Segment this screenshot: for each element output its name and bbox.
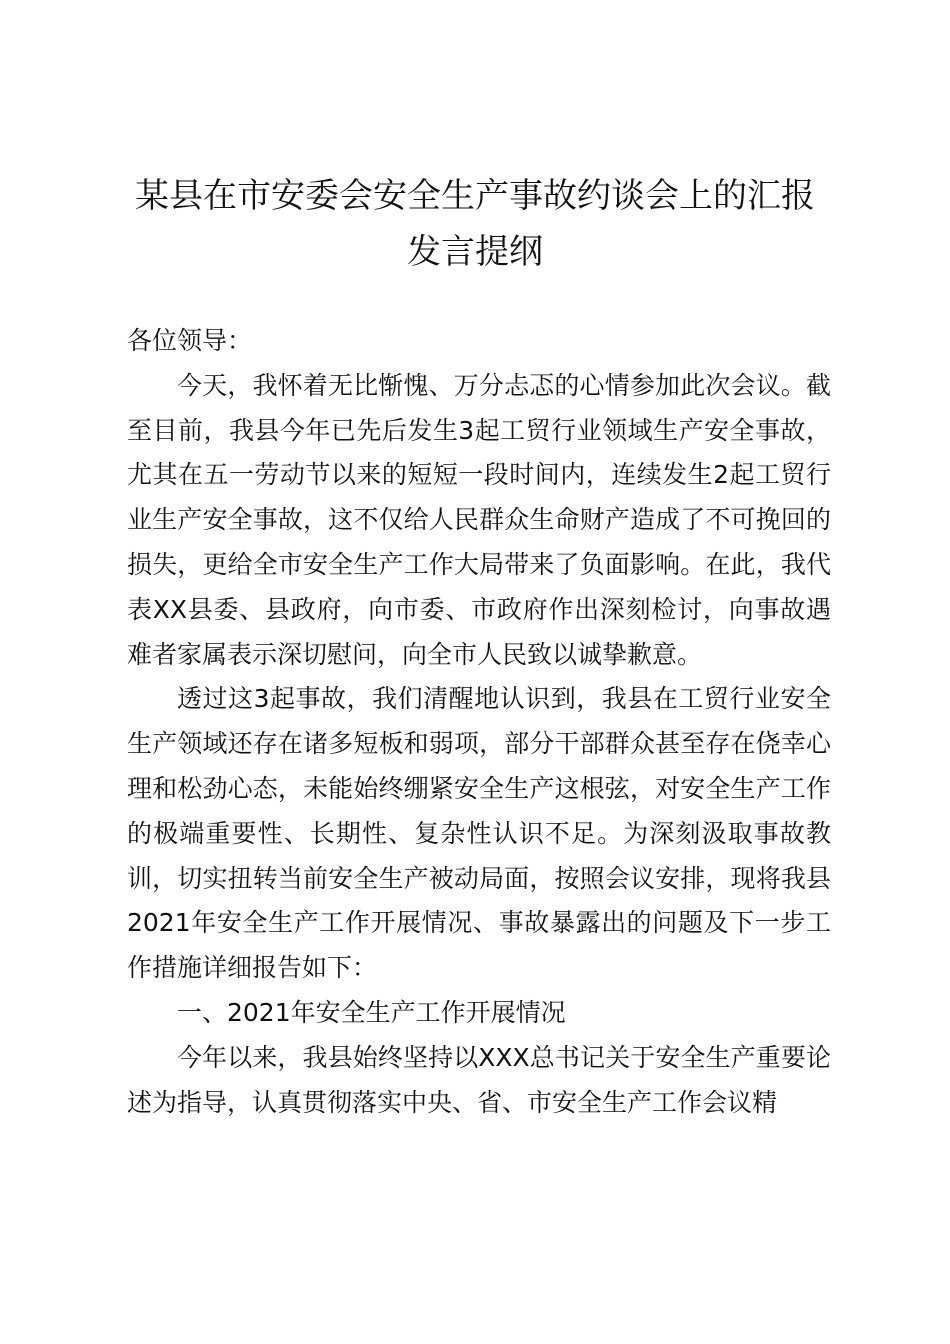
paragraph-opening: 今天，我怀着无比惭愧、万分忐忑的心情参加此次会议。截至目前，我县今年已先后发生3起工贸行业领域生产安全事故，尤其在五一劳动节以来的短短一段时间内，连续发生2起工贸行业生产安全事故，这不仅给人民群众生命财产造成了不可挽回的损失，更给全市安全生产工作大局带来了负面影响。在此，我代表XX县委、县政府，向市委、市政府作出深刻检讨，向事故遇难者家属表示深切慰问，向全市人民致以诚挚歉意。 [127, 370, 831, 669]
salutation: 各位领导： [127, 326, 253, 355]
document-title [110, 168, 840, 280]
document-body [127, 319, 831, 1125]
section-heading-1: 一、2021年安全生产工作开展情况 [177, 997, 566, 1027]
paragraph-section-1: 今年以来，我县始终坚持以XXX总书记关于安全生产重要论述为指导，认真贯彻落实中央、省、市安全生产工作会议精 [127, 1042, 831, 1117]
title-line-2: 发言提纲 [407, 232, 543, 272]
paragraph-reflection: 透过这3起事故，我们清醒地认识到，我县在工贸行业安全生产领域还存在诸多短板和弱项，部分干部群众甚至存在侥幸心理和松劲心态，未能始终绷紧安全生产这根弦，对安全生产工作的极端重要性、长期性、复杂性认识不足。为深刻汲取事故教训，切实扭转当前安全生产被动局面，按照会议安排，现将我县2021年安全生产工作开展情况、事故暴露出的问题及下一步工作措施详细报告如下： [127, 684, 831, 983]
title-line-1: 某县在市安委会安全生产事故约谈会上的汇报 [135, 176, 815, 216]
